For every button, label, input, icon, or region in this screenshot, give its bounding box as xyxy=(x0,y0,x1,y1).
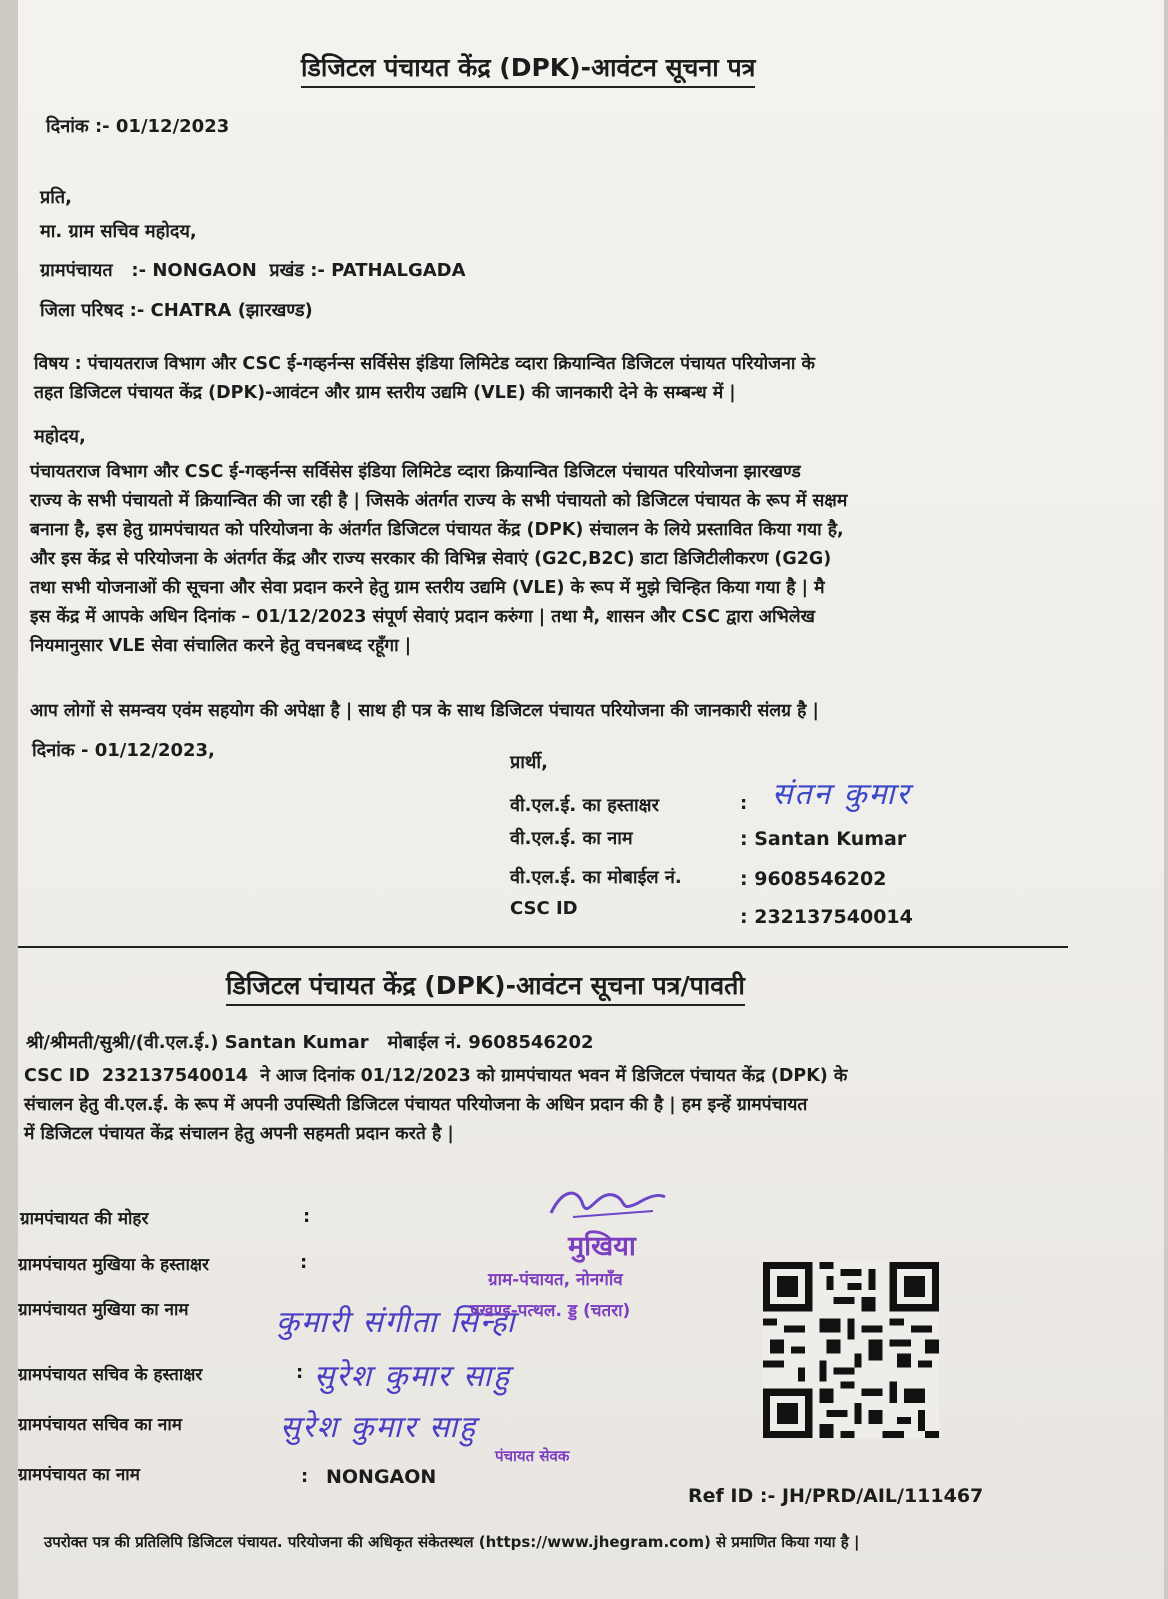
csc-id-label: CSC ID xyxy=(510,898,578,919)
field-mukhiya-name-handwritten: कुमारी संगीता सिन्हा xyxy=(276,1305,517,1340)
receipt-line: में डिजिटल पंचायत केंद्र संचालन हेतु अपनी सहमती प्रदान करते है | xyxy=(24,1124,454,1144)
field-stamp-sep: : xyxy=(303,1206,311,1227)
vle-mobile: 9608546202 xyxy=(754,868,887,890)
body-paragraph xyxy=(30,458,847,661)
letter-title: डिजिटल पंचायत केंद्र (DPK)-आवंटन सूचना पत्र xyxy=(301,50,755,88)
sep: : xyxy=(740,828,748,850)
field-gp-name-sep: : xyxy=(301,1466,309,1487)
body-line: पंचायतराज विभाग और CSC ई-गव्हर्नन्स सर्विसेस इंडिया लिमिटेड व्दारा क्रियान्वित डिजिटल पंचायत परियोजना झारखण्ड xyxy=(30,462,801,482)
qr-code-icon xyxy=(763,1262,939,1438)
applicant-label: प्रार्थी, xyxy=(510,752,548,773)
csc-id-value xyxy=(740,906,913,928)
receipt-line: संचालन हेतु वी.एल.ई. के रूप में अपनी उपस्थिती डिजिटल पंचायत परियोजना के अधिन प्रदान की है | हम इन्हें ग्रामपंचायत xyxy=(24,1095,808,1115)
vle-name-value xyxy=(740,828,906,850)
vle-mobile-value xyxy=(740,868,886,890)
body-line: राज्य के सभी पंचायतो में क्रियान्वित की जा रही है | जिसके अंतर्गत राज्य के सभी पंचायतो को डिजिटल पंचायत के रूप में सक्षम xyxy=(30,491,848,511)
subject-line: विषय : पंचायतराज विभाग और CSC ई-गव्हर्नन्स सर्विसेस इंडिया लिमिटेड व्दारा क्रियान्वित डिजिटल पंचायत परियोजना के xyxy=(34,354,815,374)
vle-name: Santan Kumar xyxy=(754,828,907,850)
body-line: तथा सभी योजनाओं की सूचना और सेवा प्रदान करने हेतु ग्राम स्तरीय उद्यमि (VLE) के रूप में मुझे चिन्हित किया गया है | मै xyxy=(30,578,825,598)
field-sachiv-sign-label: ग्रामपंचायत सचिव के हस्ताक्षर xyxy=(18,1365,203,1385)
sep: : xyxy=(740,868,748,890)
document-page xyxy=(18,0,1164,1599)
vle-signature-sep: : xyxy=(740,793,748,814)
field-mukhiya-sign-label: ग्रामपंचायत मुखिया के हस्ताक्षर xyxy=(18,1255,209,1275)
field-gp-name-value: NONGAON xyxy=(326,1466,437,1488)
field-mukhiya-sign-sep: : xyxy=(300,1252,308,1273)
csc-id: 232137540014 xyxy=(754,906,913,928)
body-line: इस केंद्र में आपके अधिन दिनांक – 01/12/2023 संपूर्ण सेवाएं प्रदान करुंगा | तथा मै, शासन और CSC द्वारा अभिलेख xyxy=(30,607,815,627)
body-line: बनाना है, इस हेतु ग्रामपंचायत को परियोजना के अंतर्गत डिजिटल पंचायत केंद्र (DPK) संचालन के लिये प्रस्तावित किया गया है, xyxy=(30,520,844,540)
stamp-line-1: ग्राम-पंचायत, नोनगाँव xyxy=(488,1270,623,1290)
address-salutation: मा. ग्राम सचिव महोदय, xyxy=(40,221,197,242)
field-stamp-label: ग्रामपंचायत की मोहर xyxy=(20,1209,149,1229)
greeting: महोदय, xyxy=(34,426,86,447)
sign-date: दिनांक - 01/12/2023, xyxy=(32,740,215,761)
letter-date: दिनांक :- 01/12/2023 xyxy=(46,116,230,137)
field-mukhiya-name-label: ग्रामपंचायत मुखिया का नाम xyxy=(18,1300,189,1320)
stamp-title: मुखिया xyxy=(568,1231,636,1262)
subject-block xyxy=(34,350,815,408)
field-sachiv-signature: सुरेश कुमार साहु xyxy=(314,1359,512,1394)
closing-text: आप लोगों से समन्वय एवंम सहयोग की अपेक्षा है | साथ ही पत्र के साथ डिजिटल पंचायत परियोजना की जानकारी संलग्र है | xyxy=(30,701,819,721)
subject-line: तहत डिजिटल पंचायत केंद्र (DPK)-आवंटन और ग्राम स्तरीय उद्यमि (VLE) की जानकारी देने के सम्बन्ध में | xyxy=(34,383,736,403)
receipt-person-line: श्री/श्रीमती/सुश्री/(वी.एल.ई.) Santan Kumar मोबाईल नं. 9608546202 xyxy=(26,1032,594,1053)
vle-name-label: वी.एल.ई. का नाम xyxy=(510,828,633,849)
ref-id: Ref ID :- JH/PRD/AIL/111467 xyxy=(688,1485,984,1507)
address-to: प्रति, xyxy=(40,187,73,208)
field-gp-name-label: ग्रामपंचायत का नाम xyxy=(18,1465,140,1485)
vle-signature: संतन कुमार xyxy=(772,777,911,812)
address-gram-panchayat: ग्रामपंचायत :- NONGAON प्रखंड :- PATHALGADA xyxy=(40,260,466,281)
vle-mobile-label: वी.एल.ई. का मोबाईल नं. xyxy=(510,867,682,888)
receipt-line: CSC ID 232137540014 ने आज दिनांक 01/12/2023 को ग्रामपंचायत भवन में डिजिटल पंचायत केंद्र (DPK) के xyxy=(24,1066,848,1086)
body-line: और इस केंद्र से परियोजना के अंतर्गत केंद्र और राज्य सरकार की विभिन्न सेवाएं (G2C,B2C) डाटा डिजिटीलीकरण (G2G) xyxy=(30,549,832,569)
receipt-paragraph xyxy=(24,1062,847,1149)
vle-signature-label: वी.एल.ई. का हस्ताक्षर xyxy=(510,795,659,816)
stamp-line-3: पंचायत सेवक xyxy=(495,1447,570,1465)
address-zila-parishad: जिला परिषद :- CHATRA (झारखण्ड) xyxy=(40,300,313,321)
section-divider xyxy=(18,946,1068,948)
receipt-title: डिजिटल पंचायत केंद्र (DPK)-आवंटन सूचना पत्र/पावती xyxy=(226,968,745,1006)
footer-note: उपरोक्त पत्र की प्रतिलिपि डिजिटल पंचायत. परियोजना की अधिकृत संकेतस्थल (https://www.jhegram.com) से प्रमाणित किया गया है | xyxy=(44,1533,860,1551)
body-line: नियमानुसार VLE सेवा संचालित करने हेतु वचनबध्द रहूँगा | xyxy=(30,636,412,656)
closing-line xyxy=(30,697,819,726)
field-sachiv-name-label: ग्रामपंचायत सचिव का नाम xyxy=(18,1415,182,1435)
field-sachiv-name-handwritten: सुरेश कुमार साहु xyxy=(280,1410,478,1445)
stamp-line-2: प्रखण्ड-पत्थल. ड्ड (चतरा) xyxy=(470,1301,631,1321)
mukhiya-signature-scribble xyxy=(543,1183,673,1223)
field-sachiv-sign-sep: : xyxy=(296,1362,304,1383)
sep: : xyxy=(740,906,748,928)
